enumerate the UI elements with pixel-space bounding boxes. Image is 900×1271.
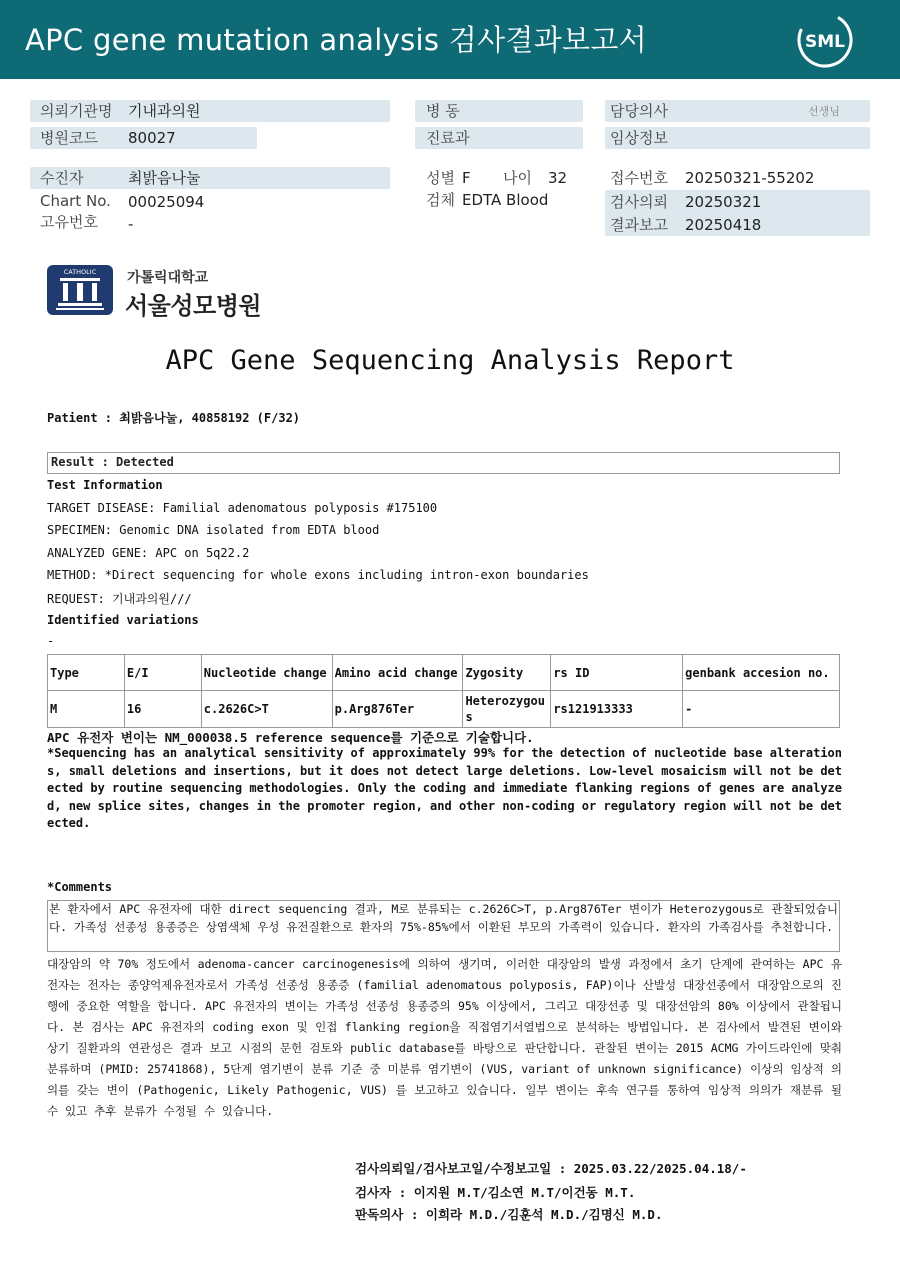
patient-name: 최밝음나눌 <box>128 169 201 187</box>
specimen-line: SPECIMEN: Genomic DNA isolated from EDTA blood <box>47 523 380 537</box>
method-line: METHOD: *Direct sequencing for whole exons including intron-exon boundaries <box>47 568 589 582</box>
ward-label: 병 동 <box>426 102 460 120</box>
age: 32 <box>548 169 568 187</box>
requesting-org-label: 의뢰기관명 <box>40 102 113 120</box>
table-header-cell: Zygosity <box>463 655 551 691</box>
result-box <box>47 452 840 474</box>
chart-no: 00025094 <box>128 193 205 211</box>
doctor-suffix: 선생님 <box>808 105 840 118</box>
receipt-no: 20250321-55202 <box>685 169 815 187</box>
request-date-label: 검사의뢰 <box>610 193 668 211</box>
report-date-label: 결과보고 <box>610 216 668 234</box>
table-cell: Heterozygous <box>463 691 551 728</box>
reference-note: APC 유전자 변이는 NM_000038.5 reference sequence를 기준으로 기술합니다. <box>47 730 534 745</box>
receipt-label: 접수번호 <box>610 169 668 187</box>
table-row <box>48 691 840 728</box>
department-label: 진료과 <box>426 129 470 147</box>
table-cell: M <box>48 691 125 728</box>
table-header-cell: E/I <box>124 655 201 691</box>
table-header-row <box>48 655 840 691</box>
sml-logo-text: SML <box>805 32 845 52</box>
row-shade <box>30 167 390 189</box>
sensitivity-note: *Sequencing has an analytical sensitivity of approximately 99% for the detection of nucleotide base alterations, small deletions and insertions, but it does not detect large deletions. Low-level mosaicism will not be detected by routine sequencing methodologies. Only the coding and immediate flanking regions of genes are analyzed, new splice sites, changes in the promoter region, and other non-coding or regulatory region will not be detected. <box>47 746 842 831</box>
requesting-org: 기내과의원 <box>128 102 201 120</box>
result-text: Result : Detected <box>51 455 174 469</box>
table-cell: p.Arg876Ter <box>332 691 463 728</box>
patient-label: 수진자 <box>40 169 84 187</box>
variations-table <box>47 654 840 728</box>
comment-body: 대장암의 약 70% 정도에서 adenoma-cancer carcinogenesis에 의하여 생기며, 이러한 대장암의 발생 과정에서 초기 단계에 관여하는 APC 유전자는 전자는 종양억제유전자로서 가족성 선종성 용종증 (familial adenomatous polyposis, FAP)이나 산발성 대장선종에서 대장암으로의 진행에 중요한 역할을 합니다. APC 유전자의 변이는 가족성 선종성 용종증의 95% 이상에서, 그리고 대장선종 및 대장선암의 80% 이상에서 관찰됩니다. 본 검사는 APC 유전자의 coding exon 및 인접 flanking region을 직접염기서열법으로 분석하는 방법입니다. 본 검사에서 발견된 변이와 상기 질환과의 연관성은 결과 보고 시점의 문헌 검토와 public database를 바탕으로 판단합니다. 관찰된 변이는 2015 ACMG 가이드라인에 맞춰 분류하며 (PMID: 25741868), 5단계 염기변이 분류 기준 중 미분류 염기변이 (VUS, variant of unknown significance) 이상의 임상적 의의를 갖는 변이 (Pathogenic, Likely Pathogenic, VUS) 를 보고하고 있습니다. 일부 변이는 후속 연구를 통하여 임상적 의의가 재분류 될 수 있고 추후 분류가 수정될 수 있습니다. <box>47 957 842 1118</box>
test-info-heading: Test Information <box>47 478 163 492</box>
table-header-cell: rs ID <box>551 655 683 691</box>
doctor-label: 담당의사 <box>610 102 668 120</box>
table-header-cell: genbank accesion no. <box>683 655 840 691</box>
table-header-cell: Amino acid change <box>332 655 463 691</box>
emblem-text: CATHOLIC <box>63 268 97 276</box>
variations-heading: Identified variations <box>47 613 199 627</box>
hospital-code-label: 병원코드 <box>40 129 98 147</box>
technicians-line: 검사자 : 이지원 M.T/김소연 M.T/이건동 M.T. <box>355 1185 636 1200</box>
hospital-name-large: 서울성모병원 <box>125 292 262 320</box>
specimen: EDTA Blood <box>462 191 549 209</box>
report-title: APC Gene Sequencing Analysis Report <box>165 345 735 376</box>
clinical-info-label: 임상정보 <box>610 129 668 147</box>
request-line: REQUEST: 기내과의원/// <box>47 592 192 606</box>
unique-label: 고유번호 <box>40 213 98 231</box>
specimen-label: 검체 <box>426 191 455 209</box>
table-cell: 16 <box>124 691 201 728</box>
sml-logo <box>795 10 855 70</box>
physicians-line: 판독의사 : 이희라 M.D./김훈석 M.D./김명신 M.D. <box>355 1207 663 1222</box>
sex-label: 성별 <box>426 169 455 187</box>
dates-line: 검사의뢰일/검사보고일/수정보고일 : 2025.03.22/2025.04.18/- <box>355 1161 747 1176</box>
chart-label: Chart No. <box>40 192 111 210</box>
comment-boxed: 본 환자에서 APC 유전자에 대한 direct sequencing 결과, M로 분류되는 c.2626C>T, p.Arg876Ter 변이가 Heterozygous로 관찰되었습니다. 가족성 선종성 용종증은 상염색체 우성 유전질환으로 환자의 75%-85%에서 이환된 부모의 가족력이 있습니다. 환자의 가족검사를 추천합니다. <box>49 902 838 934</box>
table-header-cell: Type <box>48 655 125 691</box>
table-cell: rs121913333 <box>551 691 683 728</box>
hospital-code: 80027 <box>128 129 176 147</box>
request-date: 20250321 <box>685 193 762 211</box>
target-disease: TARGET DISEASE: Familial adenomatous polyposis #175100 <box>47 501 438 515</box>
sex: F <box>462 169 471 187</box>
unique-no: - <box>128 215 134 233</box>
hospital-name-small: 가톨릭대학교 <box>127 270 209 286</box>
patient-line: Patient : 최밝음나눌, 40858192 (F/32) <box>47 411 301 425</box>
table-header-cell: Nucleotide change <box>201 655 332 691</box>
analyzed-gene: ANALYZED GENE: APC on 5q22.2 <box>47 546 250 560</box>
header-bar <box>0 0 900 79</box>
page-title: APC gene mutation analysis 검사결과보고서 <box>25 23 647 57</box>
age-label: 나이 <box>503 169 532 187</box>
hospital-emblem-icon <box>46 264 114 316</box>
table-cell: c.2626C>T <box>201 691 332 728</box>
dash-line: - <box>47 634 55 648</box>
report-date: 20250418 <box>685 216 762 234</box>
comments-heading: *Comments <box>47 880 113 894</box>
table-cell: - <box>683 691 840 728</box>
